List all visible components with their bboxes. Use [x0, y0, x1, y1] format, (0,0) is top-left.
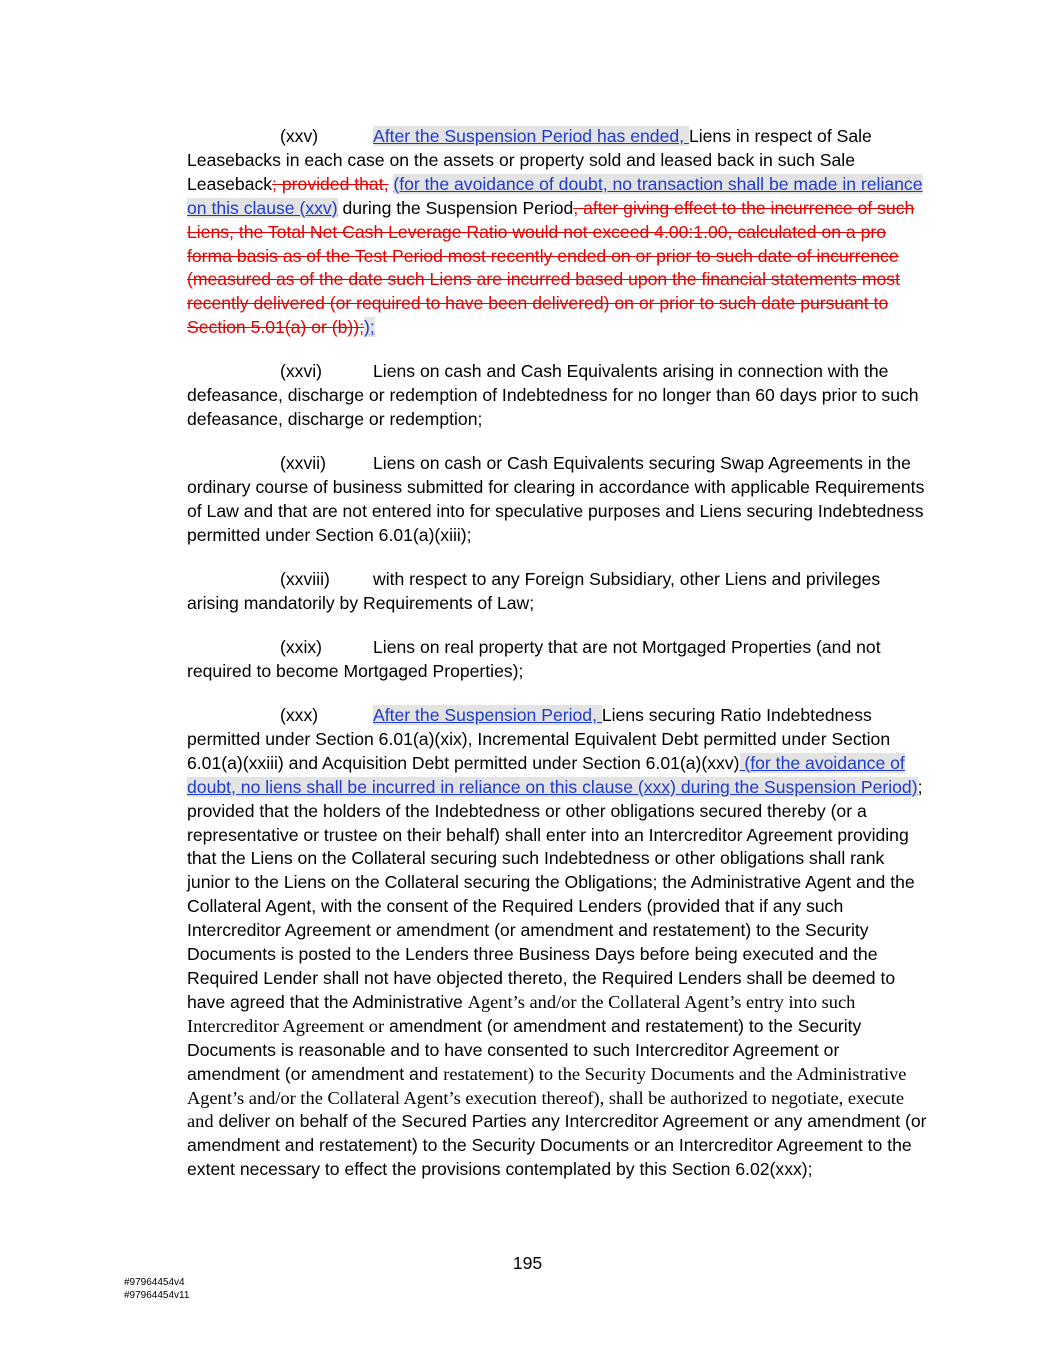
clause-text: Liens securing Ratio Indebtedness permitted under Section 6.01(a)(xix), Incremental Equivalent Debt permitted under Section 6.01(a)(xxiii) and Acquisition Debt permitted under Section 6.01(a)(xxv)	[187, 705, 891, 773]
inserted-text: After the Suspension Period,	[373, 705, 602, 725]
page-number: 195	[512, 1253, 543, 1273]
deleted-text: ; provided that,	[272, 173, 389, 194]
clause-text: with respect to any Foreign Subsidiary, other Liens and privileges arising mandatorily by Requirements of Law;	[187, 569, 881, 613]
clause-text-serif: restatement) to the Security Documents and the Administrative Agent’s and/or the Collateral Agent’s execution thereof), shall be authorized to negotiate, execute and	[187, 1063, 907, 1132]
clause-text-serif: Agent’s and/or the Collateral Agent’s entry into such Intercreditor Agreement or	[187, 991, 856, 1036]
inserted-text: (for the avoidance of doubt, no transaction shall be made in reliance on this clause (xxv)	[187, 173, 923, 218]
clause-xxviii	[187, 568, 932, 616]
inserted-text: After the Suspension Period has ended,	[373, 126, 689, 146]
doc-id: #97964454v4	[124, 1277, 185, 1288]
clause-text: amendment (or amendment and restatement) to the Security Documents is reasonable and to have consented to such Intercreditor Agreement or amendment (or amendment and	[187, 1015, 862, 1084]
clause-xxv	[187, 125, 932, 340]
inserted-text: (for the avoidance of doubt, no liens shall be incurred in reliance on this clause (xxx) during the Suspension Period)	[187, 752, 918, 797]
clause-label: (xxx)	[280, 705, 319, 725]
deleted-text: , after giving effect to the incurrence of such Liens, the Total Net Cash Leverage Ratio would not exceed 4.00:1.00, calculated on a pro forma basis as of the Test Period most recently ended on or prior to such date of incurrence (measured as of the date such Liens are incurred based upon the financial statements most recently delivered (or required to have been delivered) on or prior to such date pursuant to Section 5.01(a) or (b));	[187, 197, 915, 338]
clause-text: Liens on real property that are not Mortgaged Properties (and not required to become Mortgaged Properties);	[187, 637, 881, 681]
doc-id: #97964454v11	[124, 1290, 190, 1301]
clause-label: (xxix)	[280, 637, 323, 657]
clause-text: deliver on behalf of the Secured Parties any Intercreditor Agreement or any amendment (or amendment and restatement) to the Security Documents or an Intercreditor Agreement to the extent necessary to effect the provisions contemplated by this Section 6.02(xxx);	[187, 1111, 927, 1180]
clause-xxvii	[187, 452, 932, 548]
clause-xxvi	[187, 360, 932, 432]
clause-label: (xxviii)	[280, 569, 330, 589]
clause-text: ; provided that the holders of the Indebtedness or other obligations secured thereby (or a representative or trustee on their behalf) shall enter into an Intercreditor Agreement providing that the Liens on the Collateral securing such Indebtedness or other obligations shall rank junior to the Liens on the Collateral securing the Obligations; the Administrative Agent and the Collateral Agent, with the consent of the Required Lenders (provided that if any such Intercreditor Agreement or amendment (or amendment and restatement) to the Security Documents is posted to the Lenders three Business Days before being executed and the Required Lender shall not have objected thereto, the Required Lenders shall be deemed to have agreed that the Administrative	[187, 776, 923, 1012]
clause-text: Liens in respect of Sale Leasebacks in each case on the assets or property sold and leased back in such Sale Leaseback	[187, 126, 872, 194]
clause-text: during the Suspension Period	[337, 197, 574, 218]
clause-xxx	[187, 704, 932, 1182]
clause-xxix	[187, 636, 932, 684]
clause-text: Liens on cash or Cash Equivalents securing Swap Agreements in the ordinary course of business submitted for clearing in accordance with applicable Requirements of Law and that are not entered into for speculative purposes and Liens securing Indebtedness permitted under Section 6.01(a)(xiii);	[187, 453, 925, 545]
clause-text: Liens on cash and Cash Equivalents arising in connection with the defeasance, discharge or redemption of Indebtedness for no longer than 60 days prior to such defeasance, discharge or redemption;	[187, 361, 919, 429]
clause-label: (xxvii)	[280, 453, 326, 473]
inserted-text: );	[364, 317, 375, 338]
clause-label: (xxvi)	[280, 361, 323, 381]
clause-label: (xxv)	[280, 126, 319, 146]
